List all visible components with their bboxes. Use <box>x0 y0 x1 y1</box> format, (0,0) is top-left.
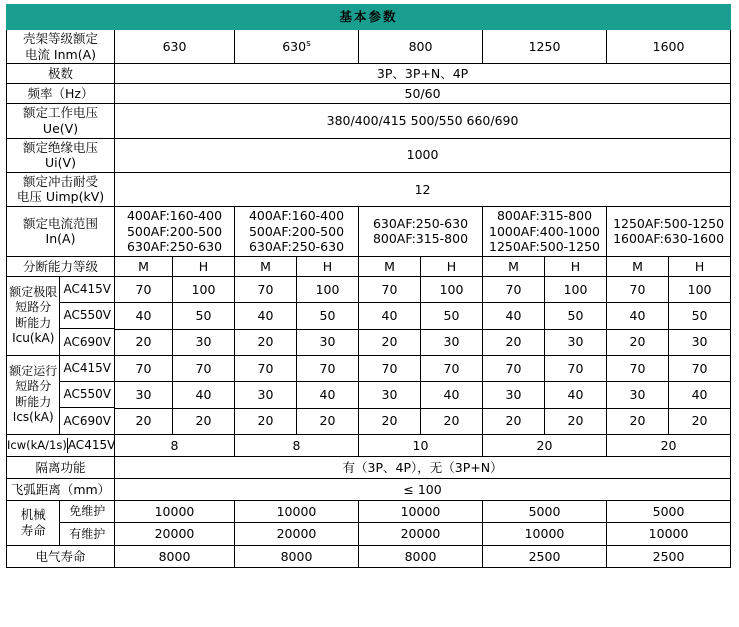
icu-550-cell: 40 <box>483 303 545 329</box>
basic-parameters-table <box>6 4 731 568</box>
ics-415-cell: 70 <box>235 355 297 381</box>
icu-voltage-550: AC550V <box>59 303 114 329</box>
ics-690-cell: 20 <box>607 408 669 434</box>
icu-label-line: 断能力 <box>15 315 52 330</box>
row-label-icu <box>7 276 115 355</box>
in-label-line2: In(A) <box>45 231 76 247</box>
in-range-line: 400AF:160-400 <box>126 208 223 223</box>
icu-415-cell: 100 <box>545 276 607 302</box>
row-label-ui <box>7 138 115 172</box>
row-label-arc-distance: 飞弧距离（mm） <box>7 478 115 500</box>
ics-690-cell: 20 <box>545 408 607 434</box>
frame-label-line1: 壳架等级额定 <box>22 31 98 46</box>
frame-value-1600: 1600 <box>607 30 731 64</box>
ics-voltage-690: AC690V <box>59 408 114 434</box>
ics-label-line: 额定运行 <box>9 363 58 378</box>
icu-690-cell: 20 <box>235 329 297 355</box>
mech-free-800: 10000 <box>359 500 483 523</box>
icu-415-cell: 100 <box>173 276 235 302</box>
icu-550-cell: 40 <box>359 303 421 329</box>
mech-maint-label: 有维护 <box>59 523 114 545</box>
icu-550-cell: 50 <box>669 303 731 329</box>
mech-maint-800: 20000 <box>359 523 483 546</box>
frame-value-630: 630 <box>115 30 235 64</box>
icu-415-cell: 100 <box>669 276 731 302</box>
in-range-line: 500AF:200-500 <box>126 223 223 239</box>
in-range-1250 <box>483 207 607 257</box>
in-range-line: 1600AF:630-1600 <box>613 231 725 247</box>
icw-voltage: AC415V <box>67 437 116 452</box>
icu-415-cell: 70 <box>483 276 545 302</box>
mech-maint-1600: 10000 <box>607 523 731 546</box>
mech-free-630: 10000 <box>115 500 235 523</box>
icu-label-line: Icu(kA) <box>12 331 55 346</box>
mech-label-text <box>7 501 59 545</box>
ui-value: 1000 <box>115 138 731 172</box>
ics-690-cell: 20 <box>173 408 235 434</box>
frame-value-630s-sup: s <box>306 38 311 49</box>
in-range-630s <box>235 207 359 257</box>
uimp-label-line2: 电压 Uimp(kV) <box>16 189 105 205</box>
elec-800: 8000 <box>359 545 483 567</box>
elec-1600: 2500 <box>607 545 731 567</box>
ics-550-cell: 30 <box>235 382 297 408</box>
ics-550-cell: 40 <box>545 382 607 408</box>
breaking-class-cell: M <box>483 256 545 276</box>
in-range-line: 400AF:160-400 <box>248 208 345 223</box>
icu-415-cell: 70 <box>115 276 173 302</box>
ics-415-cell: 70 <box>669 355 731 381</box>
icu-voltage-415: AC415V <box>59 277 114 303</box>
icw-value-630s: 8 <box>235 434 359 456</box>
icw-value-1600: 20 <box>607 434 731 456</box>
icu-690-cell: 20 <box>607 329 669 355</box>
row-label-electrical-life: 电气寿命 <box>7 545 115 567</box>
icu-690-cell: 30 <box>545 329 607 355</box>
icw-value-1250: 20 <box>483 434 607 456</box>
ics-415-cell: 70 <box>173 355 235 381</box>
icu-550-cell: 40 <box>115 303 173 329</box>
row-label-frequency: 频率（Hz） <box>7 84 115 104</box>
mech-free-1250: 5000 <box>483 500 607 523</box>
in-range-line: 1000AF:400-1000 <box>489 223 600 239</box>
row-label-frame-current <box>7 30 115 64</box>
breaking-class-cell: M <box>115 256 173 276</box>
ics-415-cell: 70 <box>421 355 483 381</box>
breaking-class-cell: H <box>421 256 483 276</box>
mech-free-630s: 10000 <box>235 500 359 523</box>
row-label-uimp <box>7 172 115 206</box>
in-range-line: 1250AF:500-1250 <box>613 215 725 231</box>
icu-415-cell: 70 <box>607 276 669 302</box>
in-range-800 <box>359 207 483 257</box>
mech-free-label: 免维护 <box>59 501 114 523</box>
in-range-line: 800AF:315-800 <box>496 208 593 223</box>
icu-415-cell: 70 <box>359 276 421 302</box>
ics-415-cell: 70 <box>297 355 359 381</box>
in-range-line: 1250AF:500-1250 <box>489 239 600 255</box>
in-range-line: 630AF:250-630 <box>248 239 345 255</box>
icu-690-cell: 20 <box>115 329 173 355</box>
row-label-in-range <box>7 207 115 257</box>
ue-label-line1: 额定工作电压 <box>22 105 98 121</box>
uimp-value: 12 <box>115 172 731 206</box>
ics-550-cell: 30 <box>359 382 421 408</box>
row-label-ics <box>7 355 115 434</box>
row-label-mechanical-life <box>7 500 115 545</box>
in-label-line1: 额定电流范围 <box>22 215 98 231</box>
icu-550-cell: 50 <box>173 303 235 329</box>
uimp-label-line1: 额定冲击耐受 <box>22 173 98 189</box>
icw-label-text: Icw(kA/1s) <box>7 438 67 453</box>
ui-label-line1: 额定绝缘电压 <box>22 139 98 155</box>
frame-value-800: 800 <box>359 30 483 64</box>
mech-label-line: 寿命 <box>20 522 46 538</box>
ics-voltage-550: AC550V <box>59 382 114 408</box>
ics-550-cell: 30 <box>483 382 545 408</box>
ics-415-cell: 70 <box>483 355 545 381</box>
ics-690-cell: 20 <box>669 408 731 434</box>
icu-690-cell: 30 <box>173 329 235 355</box>
frequency-value: 50/60 <box>115 84 731 104</box>
ics-690-cell: 20 <box>235 408 297 434</box>
icu-690-cell: 20 <box>359 329 421 355</box>
isolation-value: 有（3P、4P），无（3P+N） <box>115 456 731 478</box>
ics-550-cell: 40 <box>669 382 731 408</box>
ics-label-line: Ics(kA) <box>12 410 54 425</box>
mech-free-1600: 5000 <box>607 500 731 523</box>
icu-label-line: 短路分 <box>15 300 52 315</box>
icu-550-cell: 40 <box>235 303 297 329</box>
ics-voltage-415: AC415V <box>59 356 114 382</box>
ue-label-line2: Ue(V) <box>42 120 79 136</box>
elec-630: 8000 <box>115 545 235 567</box>
ics-690-cell: 20 <box>483 408 545 434</box>
breaking-class-cell: H <box>297 256 359 276</box>
breaking-class-cell: M <box>359 256 421 276</box>
ics-550-cell: 40 <box>297 382 359 408</box>
frame-value-1250: 1250 <box>483 30 607 64</box>
elec-630s: 8000 <box>235 545 359 567</box>
row-label-isolation: 隔离功能 <box>7 456 115 478</box>
mech-label-line: 机械 <box>20 506 46 522</box>
ics-415-cell: 70 <box>115 355 173 381</box>
breaking-class-cell: M <box>607 256 669 276</box>
poles-value: 3P、3P+N、4P <box>115 64 731 84</box>
elec-1250: 2500 <box>483 545 607 567</box>
ics-label-line: 断能力 <box>15 394 52 409</box>
breaking-class-cell: M <box>235 256 297 276</box>
row-label-ue <box>7 104 115 138</box>
frame-value-630s-text: 630 <box>282 38 307 54</box>
icw-value-630: 8 <box>115 434 235 456</box>
in-range-line: 800AF:315-800 <box>372 231 469 247</box>
frame-label-line2: 电流 Inm(A) <box>24 46 97 62</box>
ics-550-cell: 30 <box>115 382 173 408</box>
row-label-breaking-class: 分断能力等级 <box>7 256 115 276</box>
icu-690-cell: 20 <box>483 329 545 355</box>
mech-maint-630: 20000 <box>115 523 235 546</box>
icu-550-cell: 40 <box>607 303 669 329</box>
breaking-class-cell: H <box>669 256 731 276</box>
arc-distance-value: ≤ 100 <box>115 478 731 500</box>
icu-690-cell: 30 <box>421 329 483 355</box>
breaking-class-cell: H <box>173 256 235 276</box>
ics-690-cell: 20 <box>359 408 421 434</box>
in-range-line: 630AF:250-630 <box>126 239 223 255</box>
mech-maint-630s: 20000 <box>235 523 359 546</box>
icu-550-cell: 50 <box>297 303 359 329</box>
ics-690-cell: 20 <box>115 408 173 434</box>
table-title: 基本参数 <box>7 5 731 30</box>
ue-value: 380/400/415 500/550 660/690 <box>115 104 731 138</box>
frame-value-630s <box>235 30 359 64</box>
icu-550-cell: 50 <box>545 303 607 329</box>
ics-415-cell: 70 <box>607 355 669 381</box>
icu-label-text <box>7 277 59 355</box>
icu-415-cell: 70 <box>235 276 297 302</box>
ics-690-cell: 20 <box>421 408 483 434</box>
in-range-line: 630AF:250-630 <box>372 215 469 231</box>
icu-415-cell: 100 <box>297 276 359 302</box>
ics-550-cell: 30 <box>607 382 669 408</box>
ui-label-line2: Ui(V) <box>45 155 76 171</box>
row-label-poles: 极数 <box>7 64 115 84</box>
ics-550-cell: 40 <box>421 382 483 408</box>
row-label-icw <box>7 434 115 456</box>
ics-690-cell: 20 <box>297 408 359 434</box>
ics-415-cell: 70 <box>545 355 607 381</box>
in-range-line: 500AF:200-500 <box>248 223 345 239</box>
icu-label-line: 额定极限 <box>9 284 58 299</box>
icu-415-cell: 100 <box>421 276 483 302</box>
in-range-630 <box>115 207 235 257</box>
in-range-1600 <box>607 207 731 257</box>
mech-maint-1250: 10000 <box>483 523 607 546</box>
ics-label-line: 短路分 <box>15 379 52 394</box>
ics-550-cell: 40 <box>173 382 235 408</box>
ics-label-text <box>7 356 59 434</box>
icu-690-cell: 30 <box>297 329 359 355</box>
icw-value-800: 10 <box>359 434 483 456</box>
icu-550-cell: 50 <box>421 303 483 329</box>
icu-690-cell: 30 <box>669 329 731 355</box>
ics-415-cell: 70 <box>359 355 421 381</box>
breaking-class-cell: H <box>545 256 607 276</box>
icu-voltage-690: AC690V <box>59 329 114 355</box>
